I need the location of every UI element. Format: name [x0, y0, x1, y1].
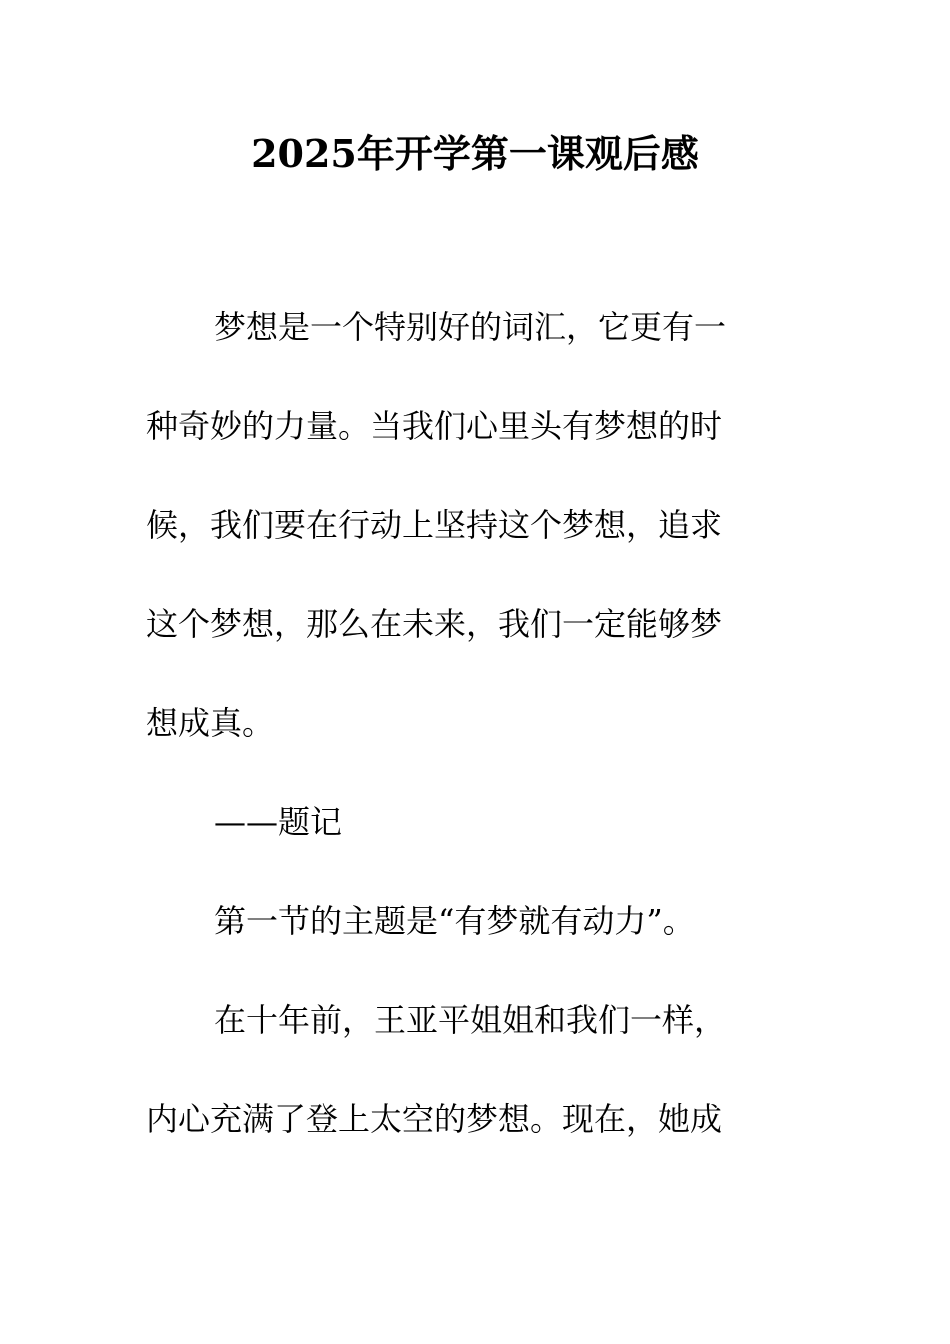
paragraph-line: 内心充满了登上太空的梦想。现在，她成 [146, 1100, 723, 1138]
paragraph-line: 第一节的主题是“有梦就有动力”。 [214, 902, 695, 940]
paragraph-line: 种奇妙的力量。当我们心里头有梦想的时 [146, 407, 723, 445]
paragraph-line: 候，我们要在行动上坚持这个梦想，追求 [146, 506, 723, 544]
paragraph-line: 这个梦想，那么在未来，我们一定能够梦 [146, 605, 723, 643]
paragraph-line: 梦想是一个特别好的词汇，它更有一 [214, 308, 727, 346]
epigraph-attribution: ——题记 [214, 803, 343, 841]
paragraph-line: 想成真。 [146, 704, 275, 742]
document-title: 2025年开学第一课观后感 [251, 131, 699, 176]
paragraph-line: 在十年前，王亚平姐姐和我们一样， [214, 1001, 727, 1039]
